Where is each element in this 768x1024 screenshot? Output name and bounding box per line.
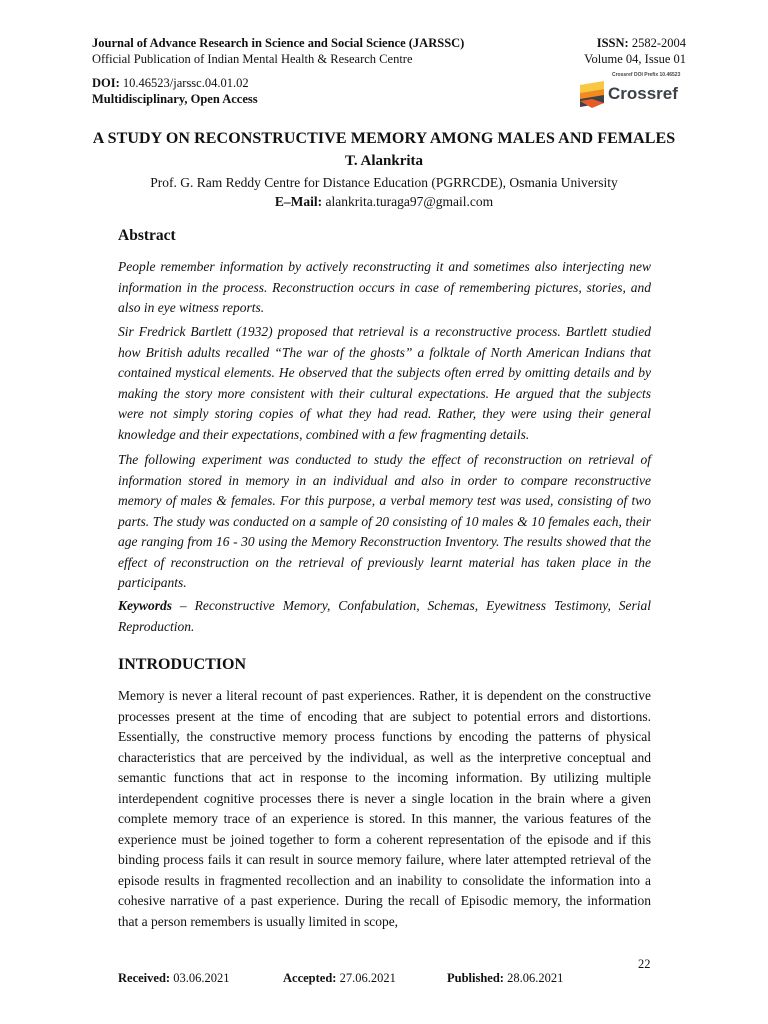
accepted-date bbox=[283, 971, 396, 986]
crossref-logo bbox=[578, 72, 688, 112]
crossref-mark-icon bbox=[578, 81, 606, 109]
email-label: E–Mail: bbox=[274, 194, 323, 209]
access-line: Multidisciplinary, Open Access bbox=[92, 92, 258, 106]
introduction-heading: INTRODUCTION bbox=[118, 656, 247, 673]
received-date bbox=[118, 971, 229, 986]
page-number: 22 bbox=[638, 957, 651, 971]
keywords-text: – Reconstructive Memory, Confabulation, Schemas, Eyewitness Testimony, Serial Reproduction. bbox=[118, 598, 651, 634]
received-label: Received: bbox=[118, 971, 171, 985]
journal-name: Journal of Advance Research in Science and Social Science (JARSSC) bbox=[92, 36, 465, 50]
published-value: 28.06.2021 bbox=[507, 971, 564, 985]
doi-label: DOI: bbox=[92, 76, 120, 90]
doi-value[interactable]: 10.46523/jarssc.04.01.02 bbox=[122, 76, 249, 90]
accepted-value: 27.06.2021 bbox=[339, 971, 396, 985]
keywords-label: Keywords bbox=[118, 598, 172, 613]
crossref-wordmark: Crossref bbox=[608, 84, 678, 103]
abstract-heading: Abstract bbox=[118, 227, 176, 244]
published-date bbox=[447, 971, 563, 986]
author-name: T. Alankrita bbox=[344, 153, 424, 169]
publication-line: Official Publication of Indian Mental Health & Research Centre bbox=[92, 52, 413, 66]
article-title: A STUDY ON RECONSTRUCTIVE MEMORY AMONG MALES AND FEMALES bbox=[92, 130, 676, 147]
email-value[interactable]: alankrita.turaga97@gmail.com bbox=[325, 194, 494, 209]
accepted-label: Accepted: bbox=[283, 971, 337, 985]
issn-value: 2582-2004 bbox=[631, 36, 686, 50]
crossref-prefix: Crossref DOI Prefix 10.46523 bbox=[612, 72, 681, 78]
author-email bbox=[0, 194, 768, 210]
received-value: 03.06.2021 bbox=[173, 971, 230, 985]
abstract-paragraph-2: Sir Fredrick Bartlett (1932) proposed that retrieval is a reconstructive process. Bartlett studied how British adults recalled “The war of the ghosts” a folktale of North American Indians that contained mystical elements. He observed that the subjects often erred by omitting details and by making the story more consistent with their cultural expectations. He argued that the subjects were not simply storing copies of what they had read. Rather, they were using their general knowledge and their expectations, combined with a few fragmenting details. bbox=[118, 324, 651, 442]
abstract-paragraph-1: People remember information by actively reconstructing it and sometimes also interjecting new information in the process. Reconstruction occurs in case of remembering pictures, stories, and also in eye witness reports. bbox=[118, 259, 651, 315]
abstract-paragraph-3: The following experiment was conducted to study the effect of reconstruction on retrieval of information stored in memory in an individual and also in order to compare reconstructive memory of males & females. For this purpose, a verbal memory test was used, consisting of two parts. The study was conducted on a sample of 20 consisting of 10 males & 10 females each, their age ranging from 16 - 30 using the Memory Reconstruction Inventory. The results showed that the effect of reconstruction on the retrieval of previously learnt material has taken place in the participants. bbox=[118, 452, 651, 590]
published-label: Published: bbox=[447, 971, 504, 985]
author-affiliation: Prof. G. Ram Reddy Centre for Distance Education (PGRRCDE), Osmania University bbox=[150, 175, 618, 190]
volume-issue: Volume 04, Issue 01 bbox=[584, 52, 686, 66]
introduction-paragraph-1: Memory is never a literal recount of past experiences. Rather, it is dependent on the constructive processes present at the time of encoding that are subject to potential errors and distortions. Essentially, the constructive memory process functions by encoding the patterns of physical characteristics that are perceived by the individual, as well as the interpretive conceptual and semantic functions that act in response to the incoming information. By utilizing multiple interdependent cognitive processes there is never a single location in the brain where a given complete memory trace of an experience is stored. In this manner, the various features of the experience must be joined together to form a coherent representation of the episode and if this binding process fails it can result in source memory failure, where later attempted retrieval of the episode results in fragmented recollection and an inability to consolidate the information into a cohesive narrative of a past experience. During the recall of Episodic memory, the information that a person remembers is usually limited in scope, bbox=[118, 688, 651, 929]
keywords bbox=[118, 596, 651, 637]
issn-label: ISSN: bbox=[596, 36, 629, 50]
